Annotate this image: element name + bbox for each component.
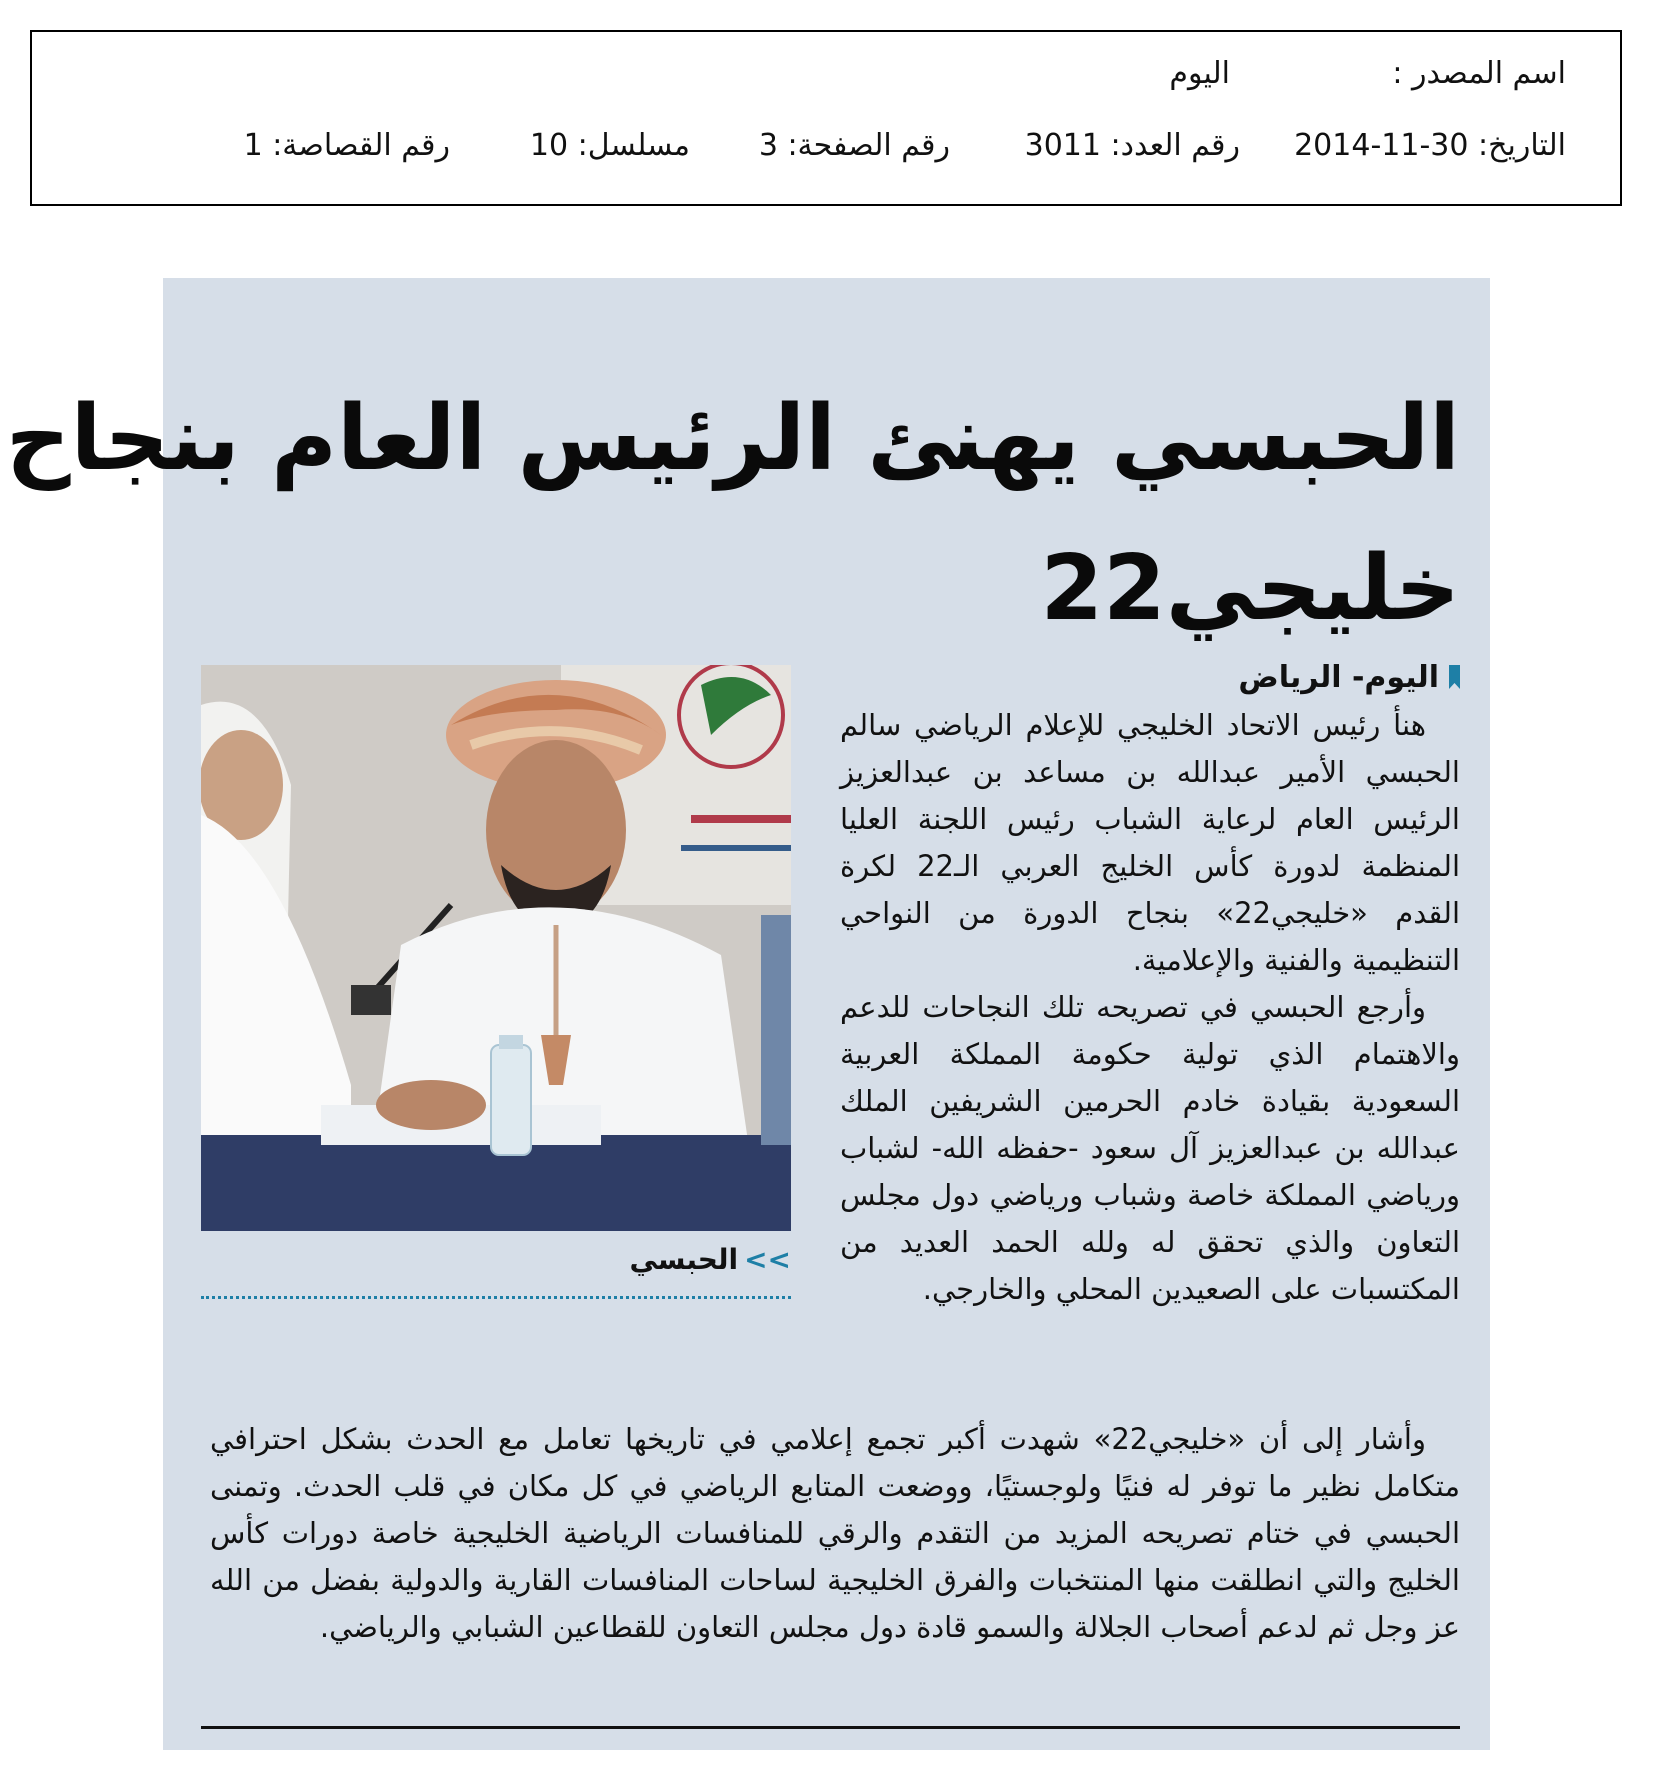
article-body-column: [840, 702, 1460, 1313]
metadata-row-source: [72, 54, 1566, 94]
article-photo: [201, 665, 791, 1231]
bottom-divider: [201, 1726, 1460, 1729]
caption-text: الحبسي: [629, 1243, 739, 1276]
article-clipping: [5, 278, 1490, 1750]
article-body-full-width: [210, 1416, 1460, 1651]
dateline-text: اليوم- الرياض: [1238, 660, 1439, 695]
headline-line-2: خليجي22: [1040, 536, 1460, 642]
article-dateline: [1238, 658, 1460, 698]
issue-field: رقم العدد: 3011: [1024, 128, 1240, 163]
article-paragraph-1: هنأ رئيس الاتحاد الخليجي للإعلام الرياضي سالم الحبسي الأمير عبدالله بن مساعد بن عبدالعزيز الرئيس العام لرعاية الشباب رئيس اللجنة العليا المنظمة لدورة كأس الخليج العربي الـ22 لكرة القدم «خليجي22» بنجاح الدورة من النواحي التنظيمية والفنية والإعلامية.: [840, 708, 1461, 977]
caption-arrows: >>: [744, 1243, 791, 1276]
clipping-metadata-box: [30, 30, 1622, 206]
page-field: رقم الصفحة: 3: [758, 128, 950, 163]
article-headline: [5, 364, 1460, 664]
headline-line-1: الحبسي يهنئ الرئيس العام بنجاح: [5, 386, 1460, 492]
metadata-row-details: [72, 126, 1566, 166]
bookmark-icon: [1449, 665, 1460, 689]
caption-dotted-divider: [201, 1296, 791, 1299]
serial-field: مسلسل: 10: [529, 128, 690, 163]
photo-caption: [201, 1238, 791, 1282]
source-label: اسم المصدر :: [1392, 56, 1566, 91]
date-field: التاريخ: 30-11-2014: [1294, 128, 1566, 163]
source-value: اليوم: [1169, 56, 1230, 91]
article-paragraph-2: وأرجع الحبسي في تصريحه تلك النجاحات للدعم والاهتمام الذي تولية حكومة المملكة العربية السعودية بقيادة خادم الحرمين الشريفين الملك عبدالله بن عبدالعزيز آل سعود -حفظه الله- لشباب ورياضي المملكة خاصة وشباب ورياضي دول مجلس التعاون والذي تحقق له ولله الحمد العديد من المكتسبات على الصعيدين المحلي والخارجي.: [840, 990, 1460, 1306]
clip-number-field: رقم القصاصة: 1: [243, 128, 450, 163]
article-paragraph-3: وأشار إلى أن «خليجي22» شهدت أكبر تجمع إعلامي في تاريخها تعامل مع الحدث بشكل احترافي متكامل نظير ما توفر له فنيًا ولوجستيًا، ووضعت المتابع الرياضي في كل مكان في قلب الحدث. وتمنى الحبسي في ختام تصريحه المزيد من التقدم والرقي للمنافسات الرياضية الخليجية خاصة دورات كأس الخليج والتي انطلقت منها المنتخبات والفرق الخليجية لساحات المنافسات القارية والدولية بفضل من الله عز وجل ثم لدعم أصحاب الجلالة والسمو قادة دول مجلس التعاون للقطاعين الشبابي والرياضي.: [210, 1422, 1460, 1644]
